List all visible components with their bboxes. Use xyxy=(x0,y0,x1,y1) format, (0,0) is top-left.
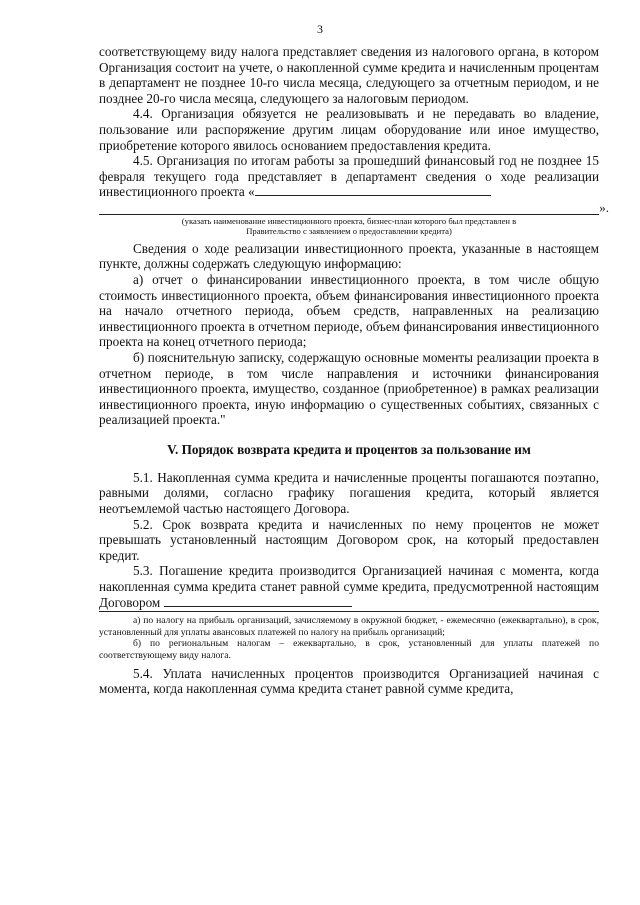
agreement-blank xyxy=(164,595,352,607)
paragraph-4-4: 4.4. Организация обязуется не реализовывать и не передавать во владение, пользование или распоряжение другим лицам оборудование или иное имущество, приобретение которого явилось основанием предоставления кредита. xyxy=(99,106,599,153)
paragraph-4-5 xyxy=(99,153,599,200)
paragraph-5-4: 5.4. Уплата начисленных процентов производится Организацией начиная с момента, когда накопленная сумма кредита станет равной сумме кредита, xyxy=(99,665,599,697)
paragraph-4-5-text: 4.5. Организация по итогам работы за прошедший финансовый год не позднее 15 февраля текущего года представляет в департамент сведения о ходе реализации инвестиционного проекта « xyxy=(99,153,599,200)
paragraph-5-2: 5.2. Срок возврата кредита и начисленных по нему процентов не может превышать установленный настоящим Договором срок, на который предоставлен кредит. xyxy=(99,516,599,563)
list-item-b: б) пояснительную записку, содержащую основные моменты реализации проекта в отчетном периоде, в том числе направления и источники финансирования инвестиционного проекта, имущество, созданное (приобретенное) в рамках реализации инвестиционного проекта, иную информацию о существенных событиях, связанных с реализацией проекта." xyxy=(99,349,599,428)
closing-quote: ». xyxy=(599,199,609,215)
list-item-a: а) отчет о финансировании инвестиционного проекта, в том числе общую стоимость инвестиционного проекта, объем финансирования инвестиционного проекта на начало отчетного периода, объем средств, направленных на реализацию инвестиционного проекта в отчетном периоде, объем финансирования инвестиционного проекта на конец отчетного периода; xyxy=(99,271,599,350)
project-name-blank-line xyxy=(99,199,609,215)
blank-caption xyxy=(99,216,599,237)
paragraph-5-3 xyxy=(99,563,599,610)
paragraph-5-3-text: 5.3. Погашение кредита производится Организацией начиная с момента, когда накопленная сумма кредита станет равной сумме кредита, предусмотренной настоящим Договором xyxy=(99,563,599,610)
paragraph-info: Сведения о ходе реализации инвестиционного проекта, указанные в настоящем пункте, должны содержать следующую информацию: xyxy=(99,240,599,272)
footnote-a: а) по налогу на прибыль организаций, зачисляемому в окружной бюджет, - ежемесячно (ежеквартально), в срок, установленный для уплаты авансовых платежей по налогу на прибыль организаций; xyxy=(99,615,599,638)
footnote-b: б) по региональным налогам – ежеквартально, в срок, установленный для уплаты платежей по соответствующему виду налога. xyxy=(99,638,599,661)
paragraph-5-1: 5.1. Накопленная сумма кредита и начисленные проценты погашаются поэтапно, равными долями, согласно графику погашения кредита, который является неотъемлемой частью настоящего Договора. xyxy=(99,469,599,517)
section-title: V. Порядок возврата кредита и процентов за пользование им xyxy=(167,441,531,457)
page-number: 3 xyxy=(317,22,323,36)
project-name-blank xyxy=(255,184,491,196)
caption-line-2: Правительство с заявлением о предоставлении кредита) xyxy=(246,226,452,237)
document-body xyxy=(99,44,609,697)
caption-line-1: (указать наименование инвестиционного проекта, бизнес-план которого был представлен в xyxy=(181,215,517,226)
paragraph-continued: соответствующему виду налога представляет сведения из налогового органа, в котором Организация состоит на учете, о накопленной сумме кредита и начисленным процентам в департамент не позднее 10-го числа месяца, следующего за отчетным периодом, и не позднее 20-го числа месяца, следующего за налоговым периодом. xyxy=(99,44,599,106)
footnote-rule xyxy=(99,610,599,612)
